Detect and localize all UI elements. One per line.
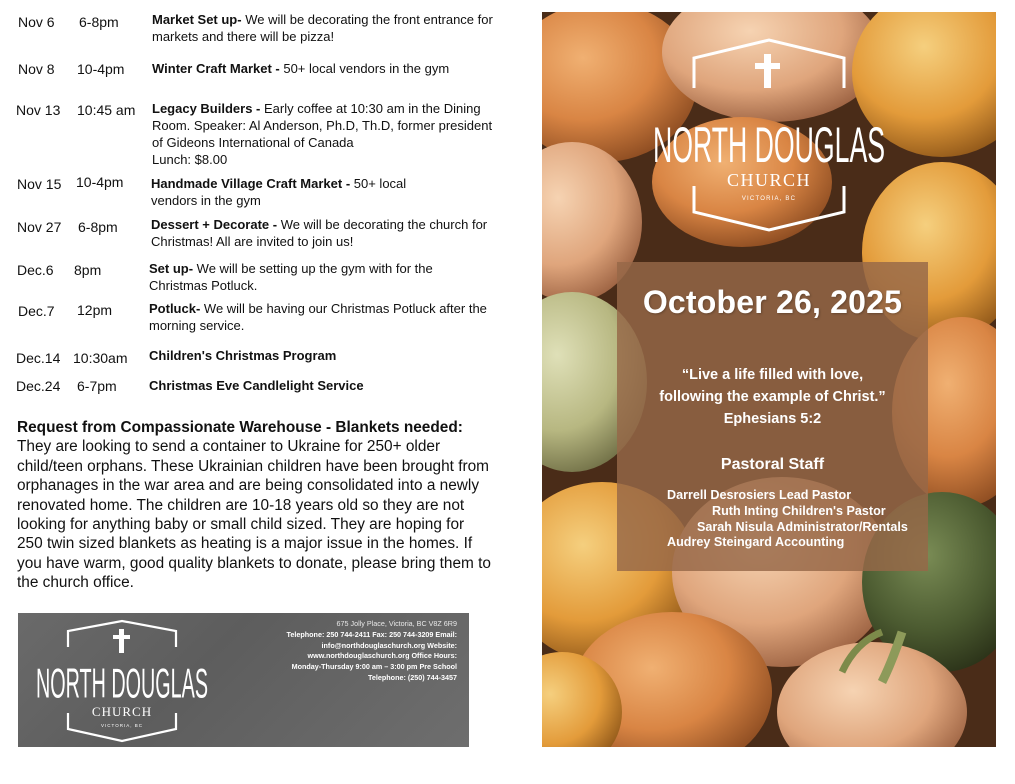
event-date: Dec.24 — [16, 378, 61, 394]
church-footer — [18, 613, 469, 747]
logo-place: VICTORIA, BC — [101, 723, 143, 728]
event-text: We will be setting up the gym with for the Christmas Potluck. — [149, 261, 433, 293]
logo-place: VICTORIA, BC — [741, 196, 797, 202]
event-time: 10:45 am — [77, 102, 136, 118]
service-date: October 26, 2025 — [642, 284, 903, 320]
staff-member: Sarah Nisula Administrator/Rentals — [697, 520, 908, 534]
event-description — [151, 216, 501, 250]
staff-member: Ruth Inting Children's Pastor — [712, 504, 886, 518]
church-logo-small — [32, 617, 212, 743]
event-date: Dec.7 — [18, 303, 55, 319]
event-list — [0, 0, 505, 400]
contact-line: Telephone: 250 744-2411 Fax: 250 744-3209 Email: — [286, 629, 457, 639]
event-date: Nov 8 — [18, 61, 55, 77]
event-time: 6-7pm — [77, 378, 117, 394]
event-time: 10-4pm — [77, 61, 125, 77]
event-time: 12pm — [77, 302, 113, 318]
request-body: They are looking to send a container to Ukraine for 250+ older child/teen orphans. These Ukrainian children have been brought from orphanages in the war area and are being consolidated into a newly renovated home. The children are 10-18 years old so they are not looking for anything baby or small child sized. They are hoping for 250 twin sized blankets as heating is a major issue in the homes. If you have warm, good quality blankets to donate, please bring them to the church office. — [17, 438, 491, 592]
event-time: 10-4pm — [76, 174, 124, 190]
bulletin-cover — [542, 12, 996, 747]
event-title: Winter Craft Market - — [152, 61, 280, 76]
event-title: Legacy Builders - — [152, 101, 261, 116]
event-description — [149, 300, 499, 334]
event-date: Dec.14 — [16, 350, 61, 366]
event-title: Handmade Village Craft Market - — [151, 176, 351, 191]
event-description — [149, 260, 479, 294]
event-date: Dec.6 — [17, 262, 54, 278]
event-title: Set up- — [149, 261, 194, 276]
church-logo-large — [644, 36, 894, 234]
verse-reference: Ephesians 5:2 — [723, 411, 822, 427]
staff-member: Audrey Steingard Accounting — [667, 535, 845, 549]
contact-line: www.northdouglaschurch.org Office Hours: — [307, 651, 457, 661]
logo-name: NORTH DOUGLAS — [653, 117, 885, 173]
verse-line: “Live a life filled with love, — [681, 367, 864, 383]
event-title: Children's Christmas Program — [149, 348, 337, 363]
blanket-request — [17, 418, 492, 593]
verse-line: following the example of Christ.” — [659, 389, 886, 405]
event-time: 8pm — [74, 262, 102, 278]
logo-sub: CHURCH — [91, 704, 153, 719]
scripture-verse — [617, 364, 928, 430]
event-date: Nov 13 — [16, 102, 61, 118]
event-description — [152, 100, 502, 168]
staff-heading: Pastoral Staff — [720, 456, 825, 473]
event-text: We will be decorating the church for Christmas! All are invited to join us! — [151, 217, 488, 249]
info-panel — [617, 262, 928, 571]
event-description — [149, 347, 499, 364]
event-title: Christmas Eve Candlelight Service — [149, 378, 364, 393]
staff-member: Darrell Desrosiers Lead Pastor — [667, 488, 852, 502]
event-title: Potluck- — [149, 301, 201, 316]
event-text: We will be decorating the front entrance for markets and there will be pizza! — [152, 12, 493, 44]
contact-info — [217, 619, 457, 684]
contact-line: info@northdouglaschurch.org Website: — [321, 640, 457, 650]
event-description — [149, 377, 499, 394]
event-time: 10:30am — [73, 350, 128, 366]
event-text: We will be having our Christmas Potluck after the morning service. — [149, 301, 487, 333]
contact-line: Telephone: (250) 744-3457 — [368, 672, 457, 682]
contact-line: Monday-Thursday 9:00 am – 3:00 pm Pre School — [291, 662, 457, 672]
logo-sub: CHURCH — [726, 170, 812, 190]
event-text: 50+ local vendors in the gym — [151, 176, 407, 208]
event-text: 50+ local vendors in the gym — [279, 61, 450, 76]
event-date: Nov 27 — [17, 219, 62, 235]
request-title: Request from Compassionate Warehouse - Blankets needed: — [17, 419, 463, 436]
event-date: Nov 6 — [18, 14, 55, 30]
logo-name: NORTH DOUGLAS — [36, 661, 209, 708]
event-description — [152, 60, 502, 77]
event-time: 6-8pm — [78, 219, 118, 235]
event-text: Early coffee at 10:30 am in the Dining Room. Speaker: Al Anderson, Ph.D, Th.D, former president of Gideons International of Canada — [152, 101, 493, 150]
event-title: Dessert + Decorate - — [151, 217, 278, 232]
address: 675 Jolly Place, Victoria, BC V8Z 6R9 — [336, 619, 457, 628]
event-title: Market Set up- — [152, 12, 242, 27]
event-description — [152, 11, 502, 45]
event-description — [151, 175, 451, 209]
event-date: Nov 15 — [17, 176, 62, 192]
event-time: 6-8pm — [79, 14, 119, 30]
event-extra: Lunch: $8.00 — [152, 152, 228, 167]
